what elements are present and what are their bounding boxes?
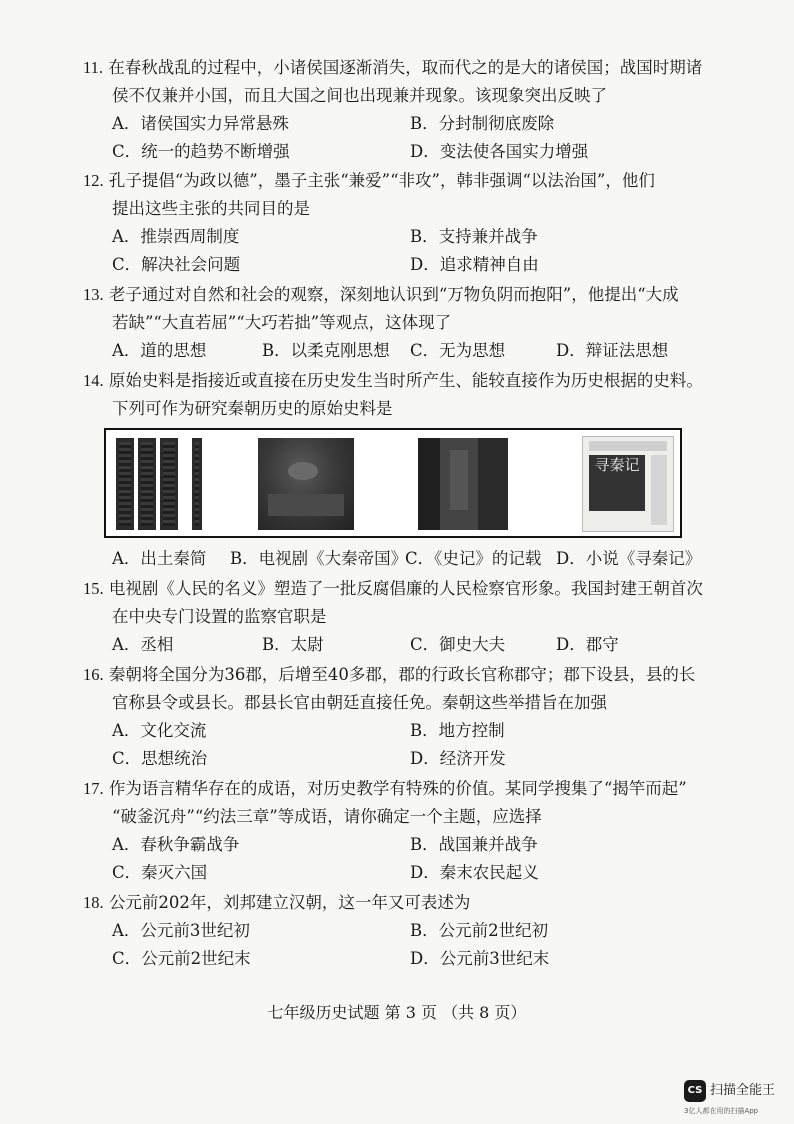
question-11-option-d: D．变法使各国实力增强 bbox=[410, 142, 589, 161]
question-11-line-1: 11. 在春秋战乱的过程中，小诸侯国逐渐消失，取而代之的是大的诸侯国；战国时期诸 bbox=[83, 58, 703, 77]
shiji-book-image bbox=[418, 438, 508, 530]
question-18-line-1: 18. 公元前202年，刘邦建立汉朝，这一年又可表述为 bbox=[83, 893, 471, 912]
question-13-option-c: C．无为思想 bbox=[410, 341, 506, 360]
question-16-option-b: B．地方控制 bbox=[410, 721, 505, 740]
question-16-option-d: D．经济开发 bbox=[410, 749, 506, 768]
question-16-line-2: 官称县令或县长。郡县长官由朝廷直接任免。秦朝这些举措旨在加强 bbox=[112, 693, 607, 712]
question-11-option-c: C．统一的趋势不断增强 bbox=[112, 142, 290, 161]
question-14-line-2: 下列可作为研究秦朝历史的原始史料是 bbox=[112, 399, 393, 418]
novel-cover-image bbox=[582, 436, 674, 532]
novel-cover-title: 寻秦记 bbox=[589, 455, 645, 511]
question-17-option-a: A．春秋争霸战争 bbox=[112, 835, 240, 854]
tv-drama-still-image bbox=[258, 438, 354, 530]
question-17-option-c: C．秦灭六国 bbox=[112, 863, 208, 882]
question-17-line-1: 17. 作为语言精华存在的成语，对历史教学有特殊的价值。某同学搜集了“揭竿而起” bbox=[83, 779, 687, 798]
question-15-line-2: 在中央专门设置的监察官职是 bbox=[112, 607, 327, 626]
question-17-option-d: D．秦末农民起义 bbox=[410, 863, 539, 882]
question-13-line-2: 若缺”“大直若屈”“大巧若拙”等观点，这体现了 bbox=[112, 313, 452, 332]
question-15-option-b: B．太尉 bbox=[262, 635, 324, 654]
question-15-option-d: D．郡守 bbox=[556, 635, 619, 654]
question-13-option-d: D．辩证法思想 bbox=[556, 341, 669, 360]
question-14-option-b: B．电视剧《大秦帝国》 bbox=[230, 549, 408, 568]
question-13-line-1: 13. 老子通过对自然和社会的观察，深刻地认识到“万物负阴而抱阳”，他提出“大成 bbox=[83, 285, 679, 304]
question-17-option-b: B．战国兼并战争 bbox=[410, 835, 538, 854]
question-16-option-a: A．文化交流 bbox=[112, 721, 207, 740]
question-13-option-b: B．以柔克刚思想 bbox=[262, 341, 390, 360]
question-18-option-d: D．公元前3世纪末 bbox=[410, 949, 550, 968]
question-12-option-b: B．支持兼并战争 bbox=[410, 227, 538, 246]
page-footer: 七年级历史试题 第 3 页 （共 8 页） bbox=[267, 1003, 527, 1022]
question-15-option-a: A．丞相 bbox=[112, 635, 174, 654]
question-14-option-a: A．出土秦简 bbox=[112, 549, 207, 568]
question-15-line-1: 15. 电视剧《人民的名义》塑造了一批反腐倡廉的人民检察官形象。我国封建王朝首次 bbox=[83, 579, 703, 598]
question-12-option-c: C．解决社会问题 bbox=[112, 255, 241, 274]
camscanner-logo-icon: CS bbox=[684, 1080, 706, 1102]
question-18-option-c: C．公元前2世纪末 bbox=[112, 949, 251, 968]
watermark-tagline: 3亿人都在用的扫描App bbox=[684, 1107, 759, 1115]
question-16-option-c: C．思想统治 bbox=[112, 749, 208, 768]
question-11-line-2: 侯不仅兼并小国，而且大国之间也出现兼并现象。该现象突出反映了 bbox=[112, 86, 607, 105]
question-17-line-2: “破釜沉舟”“约法三章”等成语，请你确定一个主题，应选择 bbox=[112, 807, 542, 826]
question-15-option-c: C．御史大夫 bbox=[410, 635, 506, 654]
question-14-option-d: D．小说《寻秦记》 bbox=[556, 549, 702, 568]
question-16-line-1: 16. 秦朝将全国分为36郡，后增至40多郡，郡的行政长官称郡守；郡下设县，县的长 bbox=[83, 665, 696, 684]
question-14-line-1: 14. 原始史料是指接近或直接在历史发生当时所产生、能较直接作为历史根据的史料。 bbox=[83, 371, 703, 390]
question-13-option-a: A．道的思想 bbox=[112, 341, 207, 360]
question-18-option-b: B．公元前2世纪初 bbox=[410, 921, 549, 940]
scanner-watermark bbox=[684, 1080, 784, 1120]
question-12-option-a: A．推崇西周制度 bbox=[112, 227, 240, 246]
watermark-app-name: 扫描全能王 bbox=[710, 1083, 776, 1098]
question-12-line-1: 12. 孔子提倡“为政以德”，墨子主张“兼爱”“非攻”，韩非强调“以法治国”，他们 bbox=[83, 171, 655, 190]
question-18-option-a: A．公元前3世纪初 bbox=[112, 921, 250, 940]
question-12-option-d: D．追求精神自由 bbox=[410, 255, 539, 274]
question-14-option-c: C．《史记》的记载 bbox=[405, 549, 542, 568]
question-11-option-b: B．分封制彻底废除 bbox=[410, 114, 555, 133]
question-12-line-2: 提出这些主张的共同目的是 bbox=[112, 199, 310, 218]
question-11-option-a: A．诸侯国实力异常悬殊 bbox=[112, 114, 289, 133]
historical-materials-figure bbox=[104, 428, 682, 538]
